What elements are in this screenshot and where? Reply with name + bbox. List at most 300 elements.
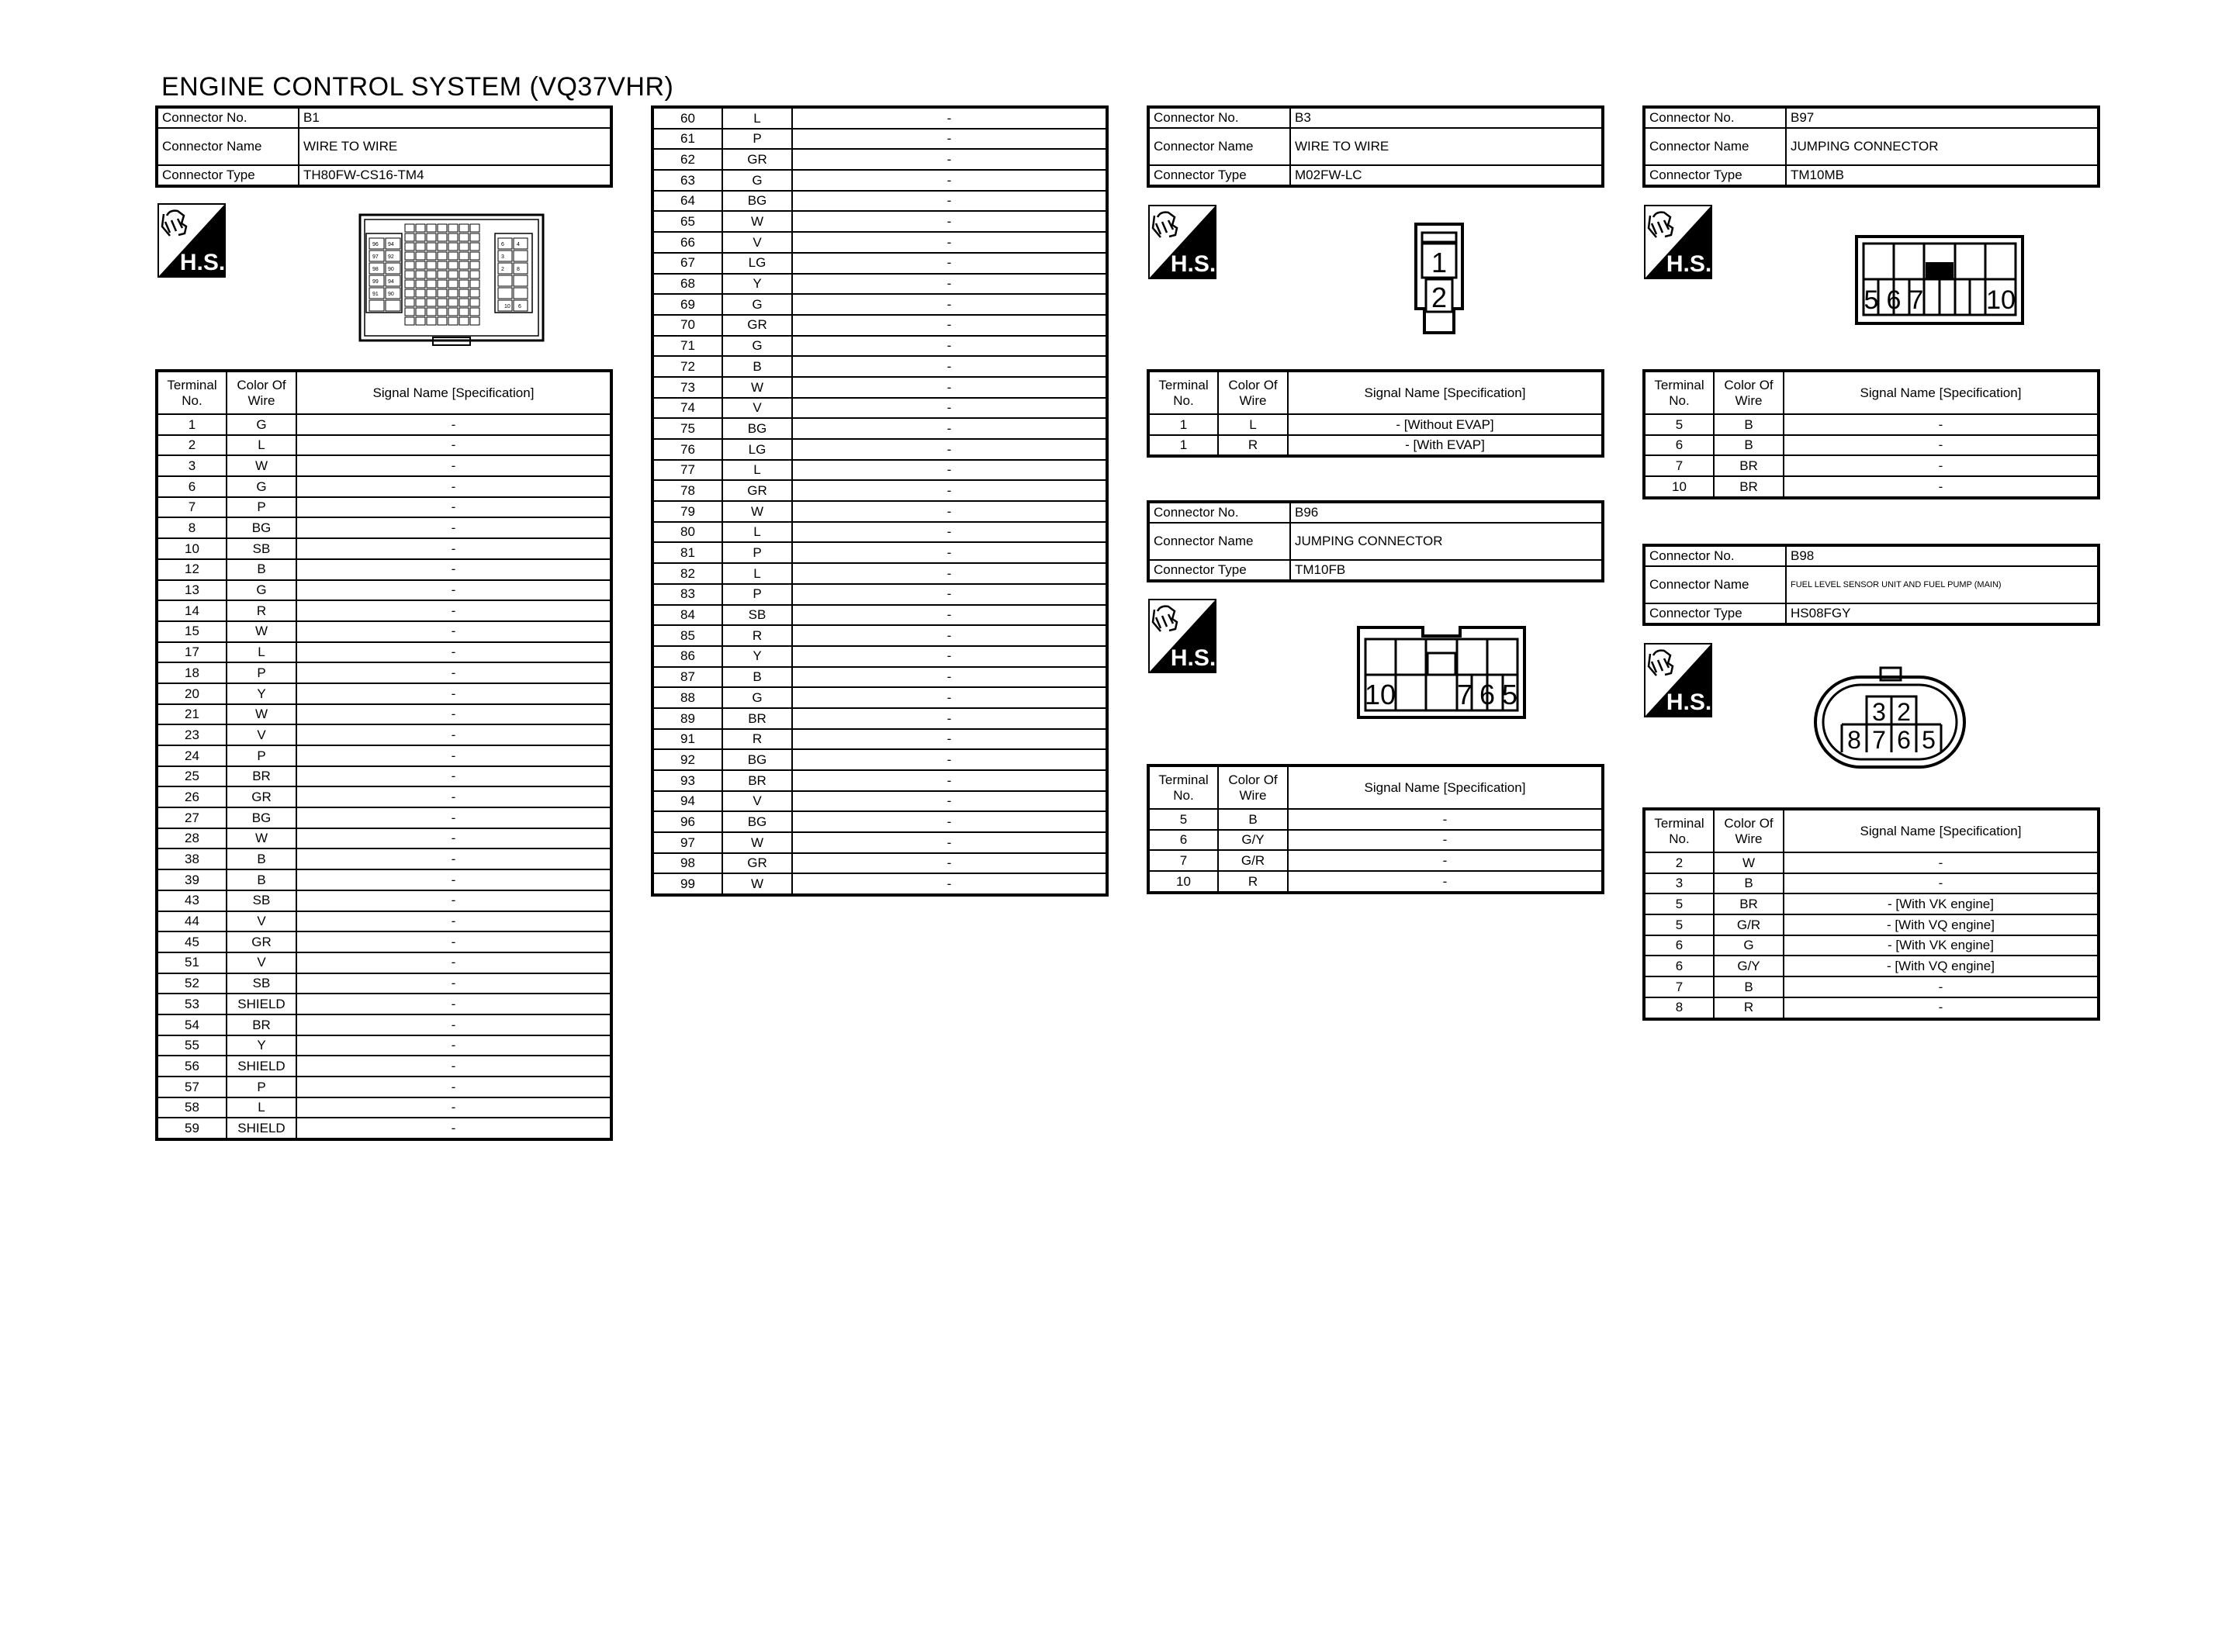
- signal-name-cell: -: [792, 563, 1107, 584]
- signal-name-cell: -: [1784, 414, 2099, 435]
- table-row: [1644, 956, 2099, 976]
- terminal-no-cell: 53: [157, 994, 227, 1014]
- table-row: [652, 315, 1107, 336]
- wire-color-cell: V: [722, 232, 792, 253]
- terminal-no-cell: 44: [157, 911, 227, 932]
- terminal-no-cell: 91: [652, 729, 722, 750]
- terminal-no-cell: 7: [1148, 850, 1218, 871]
- table-row: [1148, 871, 1603, 893]
- signal-name-cell: -: [792, 584, 1107, 605]
- signal-name-cell: -: [792, 129, 1107, 150]
- table-row: [157, 931, 611, 952]
- wire-color-cell: LG: [722, 253, 792, 274]
- table-row: [652, 584, 1107, 605]
- table-row: [652, 563, 1107, 584]
- signal-name-cell: -: [1784, 997, 2099, 1019]
- signal-name-cell: -: [792, 336, 1107, 357]
- table-row: [157, 414, 611, 435]
- table-row: [157, 1014, 611, 1035]
- signal-name-cell: -: [296, 455, 611, 476]
- signal-name-cell: -: [792, 211, 1107, 232]
- b98-terminal-table: [1642, 807, 2100, 1021]
- wire-color-cell: GR: [722, 315, 792, 336]
- table-row: [652, 274, 1107, 295]
- table-row: [652, 170, 1107, 191]
- wire-color-cell: R: [1714, 997, 1784, 1019]
- pin-label: 7: [1909, 285, 1924, 315]
- pin-label: 3: [1872, 698, 1886, 726]
- wire-color-cell: B: [1714, 873, 1784, 894]
- hs-label: H.S.: [1666, 251, 1712, 277]
- pin-label: 90: [388, 267, 394, 272]
- table-row: [652, 770, 1107, 791]
- table-row: [157, 538, 611, 559]
- terminal-no-cell: 21: [157, 704, 227, 725]
- terminal-no-cell: 5: [1644, 414, 1714, 435]
- signal-name-cell: -: [296, 1056, 611, 1077]
- terminal-no-cell: 92: [652, 749, 722, 770]
- wire-color-cell: P: [227, 745, 296, 766]
- connector-type-label: Connector Type: [1148, 165, 1290, 186]
- terminal-no-cell: 2: [1644, 852, 1714, 873]
- wire-color-cell: L: [227, 435, 296, 456]
- connector-name-label: Connector Name: [1148, 523, 1290, 560]
- terminal-no-cell: 70: [652, 315, 722, 336]
- signal-name-cell: - [With VQ engine]: [1784, 914, 2099, 935]
- connector-type-label: Connector Type: [1148, 560, 1290, 581]
- table-row: [157, 848, 611, 869]
- signal-name-cell: -: [296, 807, 611, 828]
- b3-terminal-table: [1147, 369, 1604, 458]
- table-row: [157, 745, 611, 766]
- table-row: [1148, 414, 1603, 435]
- signal-name-cell: -: [296, 1014, 611, 1035]
- signal-name-cell: -: [792, 873, 1107, 895]
- terminal-no-cell: 15: [157, 621, 227, 642]
- table-row: [1148, 850, 1603, 871]
- hs-icon: [157, 203, 226, 278]
- wire-color-cell: G/R: [1714, 914, 1784, 935]
- pin-label: 6: [1479, 679, 1496, 710]
- signal-name-cell: -: [296, 1077, 611, 1097]
- signal-name-cell: -: [296, 745, 611, 766]
- table-row: [157, 435, 611, 456]
- table-row: [157, 580, 611, 601]
- table-row: [157, 766, 611, 787]
- table-row: [652, 501, 1107, 522]
- terminal-no-cell: 6: [1644, 435, 1714, 456]
- signal-name-cell: -: [792, 315, 1107, 336]
- table-row: [652, 811, 1107, 832]
- table-row: [652, 791, 1107, 812]
- wire-color-cell: G: [1714, 935, 1784, 956]
- hs-label: H.S.: [179, 250, 226, 275]
- pin-label: 94: [388, 242, 394, 247]
- pin-label: 98: [372, 267, 379, 272]
- signal-name-cell: -: [296, 973, 611, 994]
- hs-label: H.S.: [1666, 689, 1712, 715]
- table-row: [652, 853, 1107, 874]
- terminal-no-cell: 1: [1148, 435, 1218, 457]
- wire-color-cell: SB: [227, 973, 296, 994]
- table-row: [157, 828, 611, 849]
- terminal-no-cell: 6: [1644, 935, 1714, 956]
- wire-color-cell: P: [722, 129, 792, 150]
- terminal-no-cell: 6: [157, 476, 227, 497]
- terminal-no-cell: 28: [157, 828, 227, 849]
- wire-color-cell: G: [722, 294, 792, 315]
- terminal-no-cell: 98: [652, 853, 722, 874]
- wire-color-cell: V: [227, 911, 296, 932]
- signal-name-cell: -: [296, 580, 611, 601]
- pin-label: 2: [1431, 282, 1448, 313]
- wire-color-cell: B: [1714, 435, 1784, 456]
- signal-name-cell: -: [1784, 455, 2099, 476]
- terminal-no-cell: 7: [1644, 455, 1714, 476]
- table-row: [157, 455, 611, 476]
- terminal-no-cell: 82: [652, 563, 722, 584]
- pin-label: 2: [1897, 698, 1911, 726]
- table-row: [157, 1077, 611, 1097]
- terminal-no-cell: 76: [652, 439, 722, 460]
- hs-icon: [1644, 643, 1712, 717]
- table-row: [652, 480, 1107, 501]
- signal-name-cell: -: [296, 952, 611, 973]
- signal-name-cell: -: [792, 377, 1107, 398]
- signal-name-cell: -: [1288, 830, 1603, 851]
- table-row: [157, 662, 611, 683]
- signal-name-cell: -: [792, 770, 1107, 791]
- b97-terminal-table: [1642, 369, 2100, 499]
- wire-color-cell: G: [722, 687, 792, 708]
- wire-color-cell: SB: [227, 890, 296, 911]
- pin-label: 5: [1501, 679, 1518, 710]
- terminal-no-header: Terminal No.: [1148, 766, 1218, 809]
- wire-color-cell: W: [227, 704, 296, 725]
- connector-name-label: Connector Name: [157, 128, 299, 165]
- table-row: [652, 149, 1107, 170]
- signal-name-cell: -: [792, 170, 1107, 191]
- table-row: [1148, 830, 1603, 851]
- wire-color-cell: BR: [1714, 893, 1784, 914]
- connector-type-label: Connector Type: [1644, 603, 1786, 624]
- table-row: [652, 336, 1107, 357]
- b96-terminal-table: [1147, 764, 1604, 894]
- terminal-no-cell: 89: [652, 708, 722, 729]
- signal-name-cell: -: [792, 605, 1107, 626]
- table-row: [157, 807, 611, 828]
- table-row: [157, 1056, 611, 1077]
- terminal-no-cell: 24: [157, 745, 227, 766]
- terminal-no-cell: 72: [652, 356, 722, 377]
- terminal-no-cell: 79: [652, 501, 722, 522]
- pin-label: 6: [1897, 726, 1911, 754]
- terminal-no-cell: 5: [1148, 809, 1218, 830]
- wire-color-cell: W: [227, 455, 296, 476]
- connector-b1-info: [155, 105, 613, 188]
- signal-name-cell: -: [792, 708, 1107, 729]
- wire-color-cell: BG: [722, 811, 792, 832]
- terminal-no-cell: 12: [157, 559, 227, 580]
- pin-label: 3: [501, 254, 504, 260]
- pin-label: 5: [1864, 285, 1879, 315]
- wire-color-cell: G/Y: [1714, 956, 1784, 976]
- wire-color-cell: V: [722, 791, 792, 812]
- color-header: Color Of Wire: [1714, 809, 1784, 852]
- signal-name-cell: -: [296, 931, 611, 952]
- table-row: [1644, 893, 2099, 914]
- pin-label: 6: [1886, 285, 1902, 315]
- terminal-no-cell: 99: [652, 873, 722, 895]
- wire-color-cell: SB: [722, 605, 792, 626]
- terminal-no-cell: 87: [652, 667, 722, 688]
- table-row: [157, 517, 611, 538]
- wire-color-cell: B: [1218, 809, 1288, 830]
- signal-name-cell: -: [296, 869, 611, 890]
- b1-connector-face-diagram: [358, 213, 545, 347]
- signal-name-cell: -: [792, 687, 1107, 708]
- connector-type-value: TM10MB: [1786, 165, 2099, 186]
- terminal-no-cell: 62: [652, 149, 722, 170]
- table-row: [1148, 435, 1603, 457]
- connector-name-label: Connector Name: [1148, 128, 1290, 165]
- wire-color-cell: SHIELD: [227, 1056, 296, 1077]
- terminal-no-cell: 17: [157, 642, 227, 663]
- wire-color-cell: BG: [722, 418, 792, 439]
- wire-color-cell: W: [722, 501, 792, 522]
- signal-name-cell: -: [296, 476, 611, 497]
- terminal-no-cell: 6: [1148, 830, 1218, 851]
- pin-label: 5: [1922, 726, 1936, 754]
- signal-name-cell: -: [296, 911, 611, 932]
- signal-name-cell: -: [792, 729, 1107, 750]
- table-row: [1644, 476, 2099, 498]
- pin-label: 7: [1456, 679, 1473, 710]
- terminal-no-cell: 23: [157, 724, 227, 745]
- terminal-no-cell: 3: [157, 455, 227, 476]
- terminal-no-cell: 65: [652, 211, 722, 232]
- b97-connector-face-diagram: [1854, 234, 2025, 326]
- signal-name-cell: -: [1784, 873, 2099, 894]
- table-row: [652, 232, 1107, 253]
- terminal-no-cell: 63: [652, 170, 722, 191]
- connector-no-value: B96: [1290, 502, 1603, 523]
- wire-color-cell: W: [722, 873, 792, 895]
- connector-type-label: Connector Type: [157, 165, 299, 186]
- signal-name-cell: -: [296, 662, 611, 683]
- signal-name-cell: -: [792, 667, 1107, 688]
- table-row: [652, 129, 1107, 150]
- pin-label: 10: [1364, 679, 1396, 710]
- terminal-no-cell: 5: [1644, 914, 1714, 935]
- terminal-no-cell: 39: [157, 869, 227, 890]
- terminal-no-cell: 97: [652, 832, 722, 853]
- terminal-no-cell: 94: [652, 791, 722, 812]
- signal-name-cell: -: [792, 418, 1107, 439]
- table-row: [652, 729, 1107, 750]
- terminal-no-cell: 60: [652, 107, 722, 129]
- connector-no-label: Connector No.: [1644, 545, 1786, 566]
- pin-label: 90: [388, 292, 394, 297]
- connector-name-value: FUEL LEVEL SENSOR UNIT AND FUEL PUMP (MAIN): [1786, 566, 2099, 603]
- wire-color-cell: W: [227, 828, 296, 849]
- table-row: [157, 1097, 611, 1118]
- connector-type-value: TH80FW-CS16-TM4: [299, 165, 611, 186]
- terminal-no-cell: 67: [652, 253, 722, 274]
- terminal-no-cell: 1: [157, 414, 227, 435]
- table-row: [157, 890, 611, 911]
- page-title: ENGINE CONTROL SYSTEM (VQ37VHR): [161, 72, 674, 102]
- terminal-no-cell: 86: [652, 646, 722, 667]
- connector-b98-info: [1642, 544, 2100, 626]
- b96-connector-face-diagram: [1356, 625, 1527, 720]
- table-row: [157, 973, 611, 994]
- wire-color-cell: BR: [227, 766, 296, 787]
- terminal-no-cell: 93: [652, 770, 722, 791]
- connector-no-label: Connector No.: [1644, 107, 1786, 128]
- wire-color-cell: R: [722, 729, 792, 750]
- connector-name-value: JUMPING CONNECTOR: [1290, 523, 1603, 560]
- connector-b97-info: [1642, 105, 2100, 188]
- signal-name-cell: - [Without EVAP]: [1288, 414, 1603, 435]
- signal-name-cell: -: [1784, 976, 2099, 997]
- wire-color-cell: BG: [227, 807, 296, 828]
- table-row: [157, 1035, 611, 1056]
- terminal-no-cell: 20: [157, 683, 227, 704]
- signal-name-cell: - [With VK engine]: [1784, 893, 2099, 914]
- pin-label: 7: [1872, 726, 1886, 754]
- wire-color-cell: L: [1218, 414, 1288, 435]
- connector-type-value: HS08FGY: [1786, 603, 2099, 624]
- terminal-no-cell: 74: [652, 398, 722, 419]
- pin-label: 4: [517, 242, 520, 247]
- signal-name-cell: -: [1288, 850, 1603, 871]
- wire-color-cell: BR: [1714, 476, 1784, 498]
- table-row: [157, 994, 611, 1014]
- table-row: [652, 667, 1107, 688]
- pin-label: 10: [504, 304, 510, 309]
- terminal-no-cell: 10: [1644, 476, 1714, 498]
- terminal-no-cell: 1: [1148, 414, 1218, 435]
- pin-label: 99: [372, 279, 379, 285]
- wire-color-cell: W: [722, 377, 792, 398]
- wire-color-cell: L: [227, 1097, 296, 1118]
- wire-color-cell: SHIELD: [227, 1118, 296, 1139]
- terminal-no-cell: 27: [157, 807, 227, 828]
- terminal-no-cell: 75: [652, 418, 722, 439]
- table-row: [652, 749, 1107, 770]
- table-row: [1644, 997, 2099, 1019]
- connector-no-value: B97: [1786, 107, 2099, 128]
- wire-color-cell: V: [227, 952, 296, 973]
- signal-name-cell: -: [296, 1118, 611, 1139]
- wire-color-cell: L: [722, 107, 792, 129]
- table-row: [1644, 455, 2099, 476]
- terminal-no-cell: 26: [157, 786, 227, 807]
- pin-label: 10: [1986, 285, 2016, 315]
- connector-no-value: B98: [1786, 545, 2099, 566]
- b1-terminal-table: [155, 369, 613, 1141]
- wire-color-cell: W: [722, 832, 792, 853]
- table-row: [1644, 414, 2099, 435]
- wire-color-cell: Y: [722, 274, 792, 295]
- terminal-no-cell: 54: [157, 1014, 227, 1035]
- signal-name-cell: -: [792, 522, 1107, 543]
- signal-header: Signal Name [Specification]: [1784, 809, 2099, 852]
- signal-name-cell: - [With VQ engine]: [1784, 956, 2099, 976]
- connector-type-value: M02FW-LC: [1290, 165, 1603, 186]
- wire-color-cell: SB: [227, 538, 296, 559]
- wire-color-cell: SHIELD: [227, 994, 296, 1014]
- wire-color-cell: R: [227, 600, 296, 621]
- table-row: [157, 476, 611, 497]
- wire-color-cell: R: [1218, 435, 1288, 457]
- signal-name-cell: -: [792, 832, 1107, 853]
- pin-label: 2: [501, 267, 504, 272]
- table-row: [1644, 935, 2099, 956]
- pin-label: 97: [372, 254, 379, 260]
- signal-name-cell: -: [792, 625, 1107, 646]
- table-row: [157, 559, 611, 580]
- terminal-no-cell: 88: [652, 687, 722, 708]
- terminal-no-cell: 25: [157, 766, 227, 787]
- terminal-no-cell: 2: [157, 435, 227, 456]
- table-row: [157, 600, 611, 621]
- signal-header: Signal Name [Specification]: [1784, 371, 2099, 414]
- signal-name-cell: -: [1784, 476, 2099, 498]
- wire-color-cell: V: [722, 398, 792, 419]
- terminal-no-cell: 78: [652, 480, 722, 501]
- table-row: [652, 873, 1107, 895]
- terminal-no-cell: 7: [1644, 976, 1714, 997]
- terminal-no-cell: 14: [157, 600, 227, 621]
- wire-color-cell: P: [722, 584, 792, 605]
- wire-color-cell: L: [227, 642, 296, 663]
- table-row: [652, 191, 1107, 212]
- wire-color-cell: P: [722, 542, 792, 563]
- table-row: [157, 952, 611, 973]
- terminal-no-cell: 77: [652, 460, 722, 481]
- connector-type-value: TM10FB: [1290, 560, 1603, 581]
- wire-color-cell: B: [227, 559, 296, 580]
- signal-name-cell: -: [792, 811, 1107, 832]
- terminal-no-cell: 64: [652, 191, 722, 212]
- terminal-no-cell: 5: [1644, 893, 1714, 914]
- wire-color-cell: BR: [1714, 455, 1784, 476]
- signal-name-cell: -: [296, 828, 611, 849]
- wire-color-cell: P: [227, 497, 296, 518]
- connector-no-label: Connector No.: [1148, 502, 1290, 523]
- wire-color-cell: B: [227, 869, 296, 890]
- table-row: [652, 522, 1107, 543]
- wire-color-cell: GR: [722, 480, 792, 501]
- table-row: [1644, 852, 2099, 873]
- connector-name-label: Connector Name: [1644, 128, 1786, 165]
- signal-name-cell: -: [792, 274, 1107, 295]
- terminal-no-cell: 85: [652, 625, 722, 646]
- terminal-no-cell: 80: [652, 522, 722, 543]
- terminal-no-cell: 45: [157, 931, 227, 952]
- table-row: [1148, 809, 1603, 830]
- wire-color-cell: B: [227, 848, 296, 869]
- table-row: [652, 687, 1107, 708]
- wire-color-cell: G/Y: [1218, 830, 1288, 851]
- table-row: [652, 646, 1107, 667]
- signal-name-cell: -: [792, 853, 1107, 874]
- connector-no-value: B3: [1290, 107, 1603, 128]
- connector-name-label: Connector Name: [1644, 566, 1786, 603]
- signal-header: Signal Name [Specification]: [1288, 371, 1603, 414]
